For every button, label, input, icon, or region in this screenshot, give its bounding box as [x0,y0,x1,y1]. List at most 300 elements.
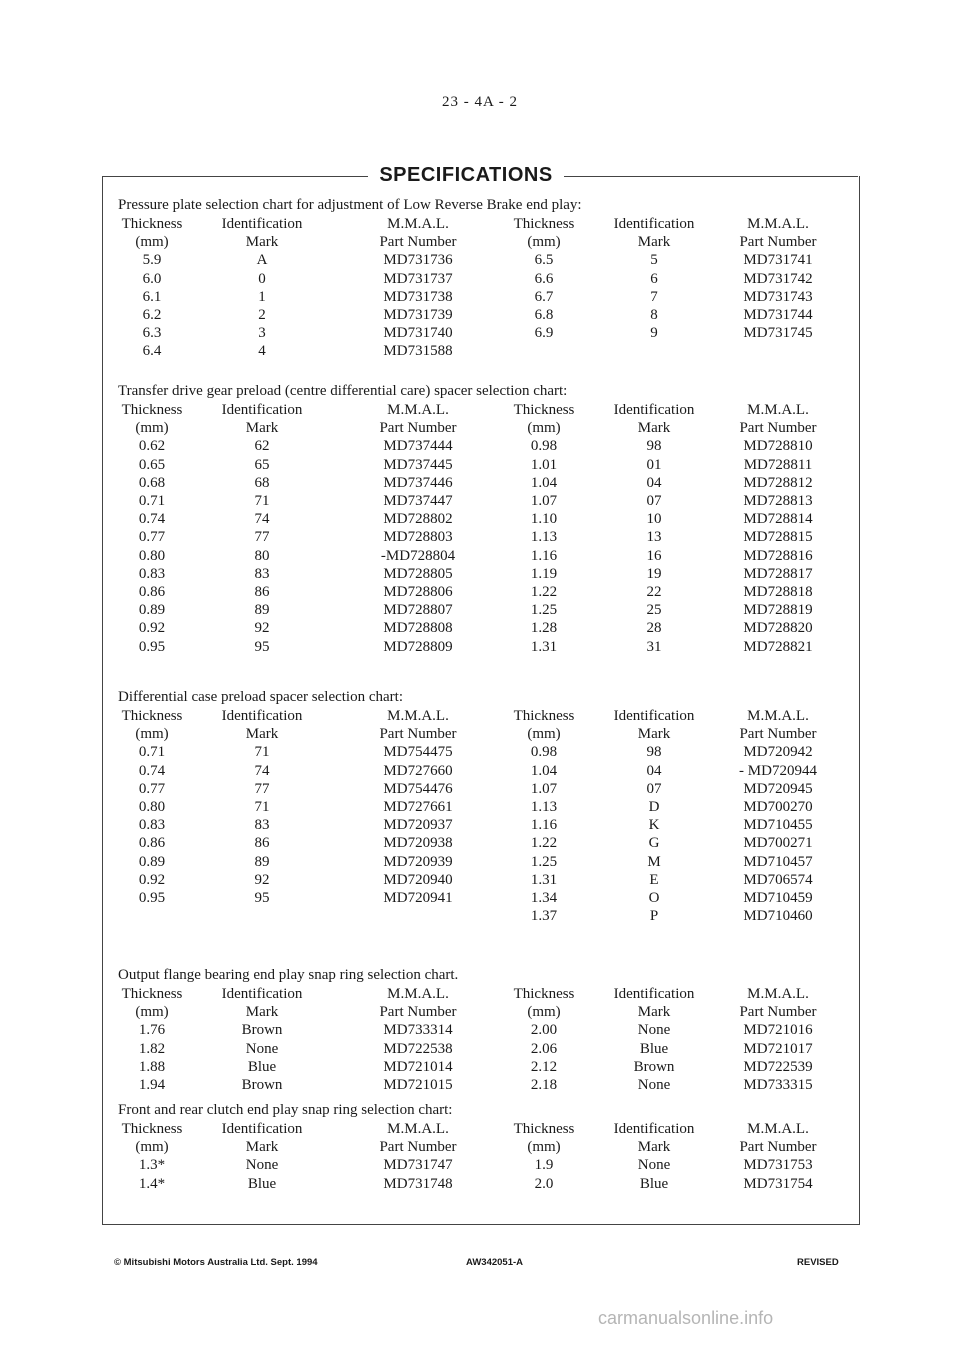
table-row [118,743,838,761]
table-cell: 65 [254,456,270,473]
table-header-cell: Thickness [513,986,575,1002]
table-cell: 6.3 [142,325,162,342]
table-cell: 0.86 [138,584,166,601]
table-cell: 0.86 [138,835,166,852]
table-cell: MD728817 [743,565,813,582]
table-cell: 6.4 [142,343,162,360]
table-cell: 1.88 [138,1058,166,1075]
table-row [118,565,838,583]
table-cell: MD731588 [383,343,453,360]
table-cell: 0.74 [138,511,166,528]
spec-section [118,382,838,656]
table-cell [590,342,718,360]
table-cell: 83 [254,565,270,582]
table-cell: 1 [258,288,266,305]
table-cell: MD720938 [383,835,453,852]
table-cell: MD737447 [383,493,453,510]
table-cell: 1.19 [530,565,558,582]
table-cell: MD737445 [383,456,453,473]
table-cell: None [245,1157,279,1174]
table-cell: 01 [646,456,662,473]
table-header-cell: Mark [245,234,279,251]
table-cell: MD721015 [383,1077,453,1094]
table-cell: Blue [247,1175,277,1192]
table-cell: 68 [254,474,270,491]
table-cell: 92 [254,620,270,637]
table-cell: 1.16 [530,547,558,564]
table-cell: 1.07 [530,780,558,797]
table-row [118,834,838,852]
table-header-cell: (mm) [527,726,561,743]
table-cell: 1.16 [530,817,558,834]
table-cell: MD731744 [743,307,813,324]
table-header-row [118,233,838,251]
page-number: 23 - 4A - 2 [442,94,518,110]
table-cell: 98 [646,744,662,761]
table-cell: 86 [254,584,270,601]
table-cell: MD706574 [743,871,813,888]
table-cell: MD720945 [743,780,813,797]
table-cell: MD731740 [383,325,453,342]
table-cell: MD728803 [383,529,453,546]
table-cell: 0.80 [138,799,166,816]
table-cell: MD754475 [383,744,453,761]
table-cell: 95 [254,638,270,655]
table-header-cell: Part Number [739,726,817,743]
table-row [118,798,838,816]
table-cell: 6.0 [142,270,162,287]
table-cell: 74 [254,762,270,779]
table-cell: 0.83 [138,817,166,834]
table-cell: 0.92 [138,620,166,637]
table-cell [498,342,590,360]
table-cell: 1.22 [530,584,558,601]
table-cell: 1.31 [530,871,558,888]
table-cell: 0.83 [138,565,166,582]
table-cell: -MD728804 [380,547,456,564]
table-header-cell: Identification [613,1121,695,1137]
table-header-cell: Part Number [739,1139,817,1156]
table-header-cell: Identification [221,216,303,232]
table-cell: 2.12 [530,1058,558,1075]
table-row [118,619,838,637]
table-header-cell: M.M.A.L. [747,986,809,1002]
table-cell: 71 [254,744,270,761]
table-cell: E [649,871,659,888]
table-header-row [118,1003,838,1021]
table-row [118,492,838,510]
table-cell: MD728806 [383,584,453,601]
table-cell: 1.4* [138,1175,166,1192]
table-header-cell: M.M.A.L. [387,986,449,1002]
table-header-cell: Mark [245,420,279,437]
table-row [118,528,838,546]
table-header-row [118,419,838,437]
footer-document-code: AW342051-A [466,1257,524,1268]
table-row [118,1021,838,1039]
table-header-row [118,707,838,725]
table-cell: 6.8 [534,307,554,324]
section-title: Pressure plate selection chart for adjustment of Low Reverse Brake end play: [118,197,582,213]
table-header-cell: M.M.A.L. [747,402,809,418]
table-cell: 1.31 [530,638,558,655]
spec-section [118,1101,838,1193]
table-cell: - MD720944 [739,762,817,779]
table-header-cell: Identification [221,986,303,1002]
table-cell: 0.89 [138,602,166,619]
table-cell: 2.06 [530,1040,558,1057]
table-cell: None [637,1077,671,1094]
table-cell: MD728814 [743,511,813,528]
table-cell: 0.80 [138,547,166,564]
table-cell: MD728818 [743,584,813,601]
table-cell: MD754476 [383,780,453,797]
table-header-cell: Thickness [121,1121,183,1137]
table-cell: MD728807 [383,602,453,619]
table-row [118,306,838,324]
table-cell: O [648,890,660,907]
selection-table [118,215,838,361]
table-cell: 5 [650,252,658,269]
table-header-cell: (mm) [527,1004,561,1021]
table-header-cell: Part Number [379,234,457,251]
selection-table [118,401,838,656]
footer-copyright: © Mitsubishi Motors Australia Ltd. Sept. 1994 [114,1257,318,1268]
table-cell: MD731753 [743,1157,813,1174]
table-cell: None [637,1022,671,1039]
table-row [118,762,838,780]
table-row [118,889,838,907]
table-cell: MD728809 [383,638,453,655]
selection-table [118,1120,838,1193]
table-cell: 71 [254,799,270,816]
table-row [118,510,838,528]
table-row [118,474,838,492]
table-cell: MD731745 [743,325,813,342]
table-header-row [118,985,838,1003]
table-cell: 74 [254,511,270,528]
table-cell: 71 [254,493,270,510]
table-cell: None [245,1040,279,1057]
table-cell: MD721017 [743,1040,813,1057]
table-cell: MD722538 [383,1040,453,1057]
table-cell: 0.68 [138,474,166,491]
table-header-row [118,215,838,233]
table-cell: Brown [241,1022,283,1039]
table-row [118,324,838,342]
table-cell: 6.5 [534,252,554,269]
table-cell: None [637,1157,671,1174]
table-cell: MD720939 [383,853,453,870]
table-cell: 07 [646,780,662,797]
table-cell: MD731742 [743,270,813,287]
table-header-cell: Thickness [121,216,183,232]
section-title: Differential case preload spacer selection chart: [118,689,403,705]
table-cell: MD728816 [743,547,813,564]
table-row [118,456,838,474]
table-cell: 6.9 [534,325,554,342]
table-header-row [118,401,838,419]
table-cell: K [648,817,660,834]
table-cell: D [648,799,660,816]
table-header-cell: (mm) [135,1004,169,1021]
table-cell: MD728808 [383,620,453,637]
table-cell: 04 [646,474,662,491]
table-cell: 28 [646,620,662,637]
table-cell: MD728821 [743,638,813,655]
table-cell: 6.2 [142,307,162,324]
table-cell: 3 [258,325,266,342]
table-cell: 6 [650,270,658,287]
table-cell: MD721016 [743,1022,813,1039]
table-cell: Blue [639,1175,669,1192]
table-cell: Brown [241,1077,283,1094]
table-header-cell: Mark [637,420,671,437]
table-cell: 6.7 [534,288,554,305]
table-cell: 31 [646,638,662,655]
table-cell: MD710459 [743,890,813,907]
table-cell: 1.3* [138,1157,166,1174]
table-header-cell: (mm) [527,1139,561,1156]
table-cell: 0.71 [138,744,166,761]
table-cell: 98 [646,438,662,455]
table-header-cell: Mark [245,1139,279,1156]
table-cell: MD731739 [383,307,453,324]
table-cell: 1.04 [530,474,558,491]
table-header-cell: Mark [245,726,279,743]
table-cell: 1.76 [138,1022,166,1039]
section-title: Output flange bearing end play snap ring selection chart. [118,967,459,983]
table-cell: 1.04 [530,762,558,779]
table-cell: MD728819 [743,602,813,619]
table-header-cell: (mm) [135,1139,169,1156]
table-cell: 77 [254,780,270,797]
table-cell: 22 [646,584,662,601]
table-cell: MD733314 [383,1022,453,1039]
table-cell: 0 [258,270,266,287]
table-cell: 0.62 [138,438,166,455]
table-cell: MD700270 [743,799,813,816]
table-cell: 0.77 [138,529,166,546]
table-cell: P [649,908,659,925]
spec-section [118,966,838,1094]
table-cell: MD720937 [383,817,453,834]
table-cell: MD728815 [743,529,813,546]
table-cell: M [647,853,661,870]
table-header-cell: Part Number [739,420,817,437]
watermark: carmanualsonline.info [598,1308,774,1328]
table-header-cell: M.M.A.L. [747,1121,809,1137]
table-header-cell: Mark [637,234,671,251]
table-cell: 0.77 [138,780,166,797]
table-cell: 0.98 [530,438,558,455]
table-row [118,853,838,871]
table-header-row [118,725,838,743]
table-cell: 1.34 [530,890,558,907]
table-header-cell: Mark [637,726,671,743]
section-title: Front and rear clutch end play snap ring selection chart: [118,1102,453,1118]
table-cell: 1.10 [530,511,558,528]
table-cell: 9 [650,325,658,342]
table-cell: 7 [650,288,658,305]
table-cell: MD737444 [383,438,453,455]
specifications-heading: SPECIFICATIONS [379,164,553,186]
table-cell: MD731741 [743,252,813,269]
table-header-cell: Identification [221,402,303,418]
table-cell: MD728802 [383,511,453,528]
table-cell: MD728805 [383,565,453,582]
table-cell: 6.1 [142,288,162,305]
table-cell: MD728812 [743,474,813,491]
table-cell: 25 [646,602,662,619]
table-header-cell: Thickness [513,216,575,232]
spec-section [118,688,838,925]
table-cell: MD728820 [743,620,813,637]
table-header-cell: Mark [245,1004,279,1021]
table-row [118,1156,838,1174]
table-cell: 80 [254,547,270,564]
table-cell: 0.95 [138,638,166,655]
table-header-cell: Part Number [379,1139,457,1156]
table-cell: 5.9 [142,252,162,269]
table-cell: 0.89 [138,853,166,870]
table-cell: 6.6 [534,270,554,287]
table-cell: 0.92 [138,871,166,888]
table-row [118,780,838,798]
table-cell: 1.82 [138,1040,166,1057]
table-header-cell: M.M.A.L. [387,708,449,724]
selection-table [118,985,838,1094]
table-cell: MD720941 [383,890,453,907]
table-header-cell: Thickness [121,986,183,1002]
section-title: Transfer drive gear preload (centre differential care) spacer selection chart: [118,383,568,399]
table-row [118,1058,838,1076]
table-cell: MD728810 [743,438,813,455]
table-cell: 92 [254,871,270,888]
table-row [118,342,838,360]
table-cell: MD727661 [383,799,453,816]
table-row [118,816,838,834]
table-header-cell: Thickness [513,402,575,418]
spec-section [118,196,838,361]
table-cell: MD731738 [383,288,453,305]
table-header-cell: Part Number [379,726,457,743]
table-cell: MD721014 [383,1058,453,1075]
table-row [118,437,838,455]
table-cell: MD728811 [743,456,813,473]
table-row [118,1076,838,1094]
table-cell: 86 [254,835,270,852]
table-cell: 1.25 [530,602,558,619]
table-cell: 1.25 [530,853,558,870]
table-cell: MD710457 [743,853,813,870]
table-cell: A [256,252,268,269]
table-header-row [118,1138,838,1156]
frame-top-rule-left [102,176,368,177]
table-cell: MD737446 [383,474,453,491]
table-cell: MD710460 [743,908,813,925]
table-cell: MD720942 [743,744,813,761]
table-row [118,1040,838,1058]
table-header-cell: (mm) [135,420,169,437]
table-cell: 13 [646,529,662,546]
table-header-cell: Identification [613,402,695,418]
table-cell: 2.18 [530,1077,558,1094]
table-cell: MD710455 [743,817,813,834]
frame-top-rule-right [564,176,858,177]
table-row [118,907,838,925]
table-cell: MD728813 [743,493,813,510]
table-header-cell: Part Number [739,234,817,251]
table-header-cell: Mark [637,1004,671,1021]
table-cell [338,907,498,925]
table-header-cell: Mark [637,1139,671,1156]
table-row [118,601,838,619]
table-cell: MD720940 [383,871,453,888]
table-cell: 2.0 [534,1175,554,1192]
table-header-cell: Thickness [513,1121,575,1137]
table-header-cell: Thickness [513,708,575,724]
table-cell: 89 [254,602,270,619]
table-header-cell: M.M.A.L. [387,402,449,418]
table-header-cell: (mm) [135,726,169,743]
table-header-cell: Part Number [379,420,457,437]
table-header-cell: M.M.A.L. [387,216,449,232]
table-cell: 2 [258,307,266,324]
table-cell: 04 [646,762,662,779]
table-row [118,638,838,656]
table-cell: 0.65 [138,456,166,473]
table-cell: 89 [254,853,270,870]
table-cell: 10 [646,511,662,528]
table-header-cell: Thickness [121,402,183,418]
table-row [118,251,838,269]
table-cell: MD731754 [743,1175,813,1192]
table-header-cell: Identification [613,986,695,1002]
table-header-cell: Identification [221,708,303,724]
table-cell: 0.74 [138,762,166,779]
table-cell: 1.13 [530,529,558,546]
table-header-cell: Identification [613,216,695,232]
table-header-cell: M.M.A.L. [747,708,809,724]
table-cell: 4 [258,343,266,360]
table-cell [118,907,186,925]
table-header-cell: M.M.A.L. [387,1121,449,1137]
table-cell: MD722539 [743,1058,813,1075]
selection-table [118,707,838,925]
table-cell: 1.01 [530,456,558,473]
table-row [118,583,838,601]
table-header-cell: (mm) [527,420,561,437]
table-cell: 1.37 [530,908,558,925]
table-cell: MD731748 [383,1175,453,1192]
table-cell: MD700271 [743,835,813,852]
table-row [118,871,838,889]
table-header-cell: Identification [221,1121,303,1137]
table-cell: MD731743 [743,288,813,305]
table-cell: 1.28 [530,620,558,637]
table-cell: 83 [254,817,270,834]
table-cell: MD731737 [383,270,453,287]
table-cell: 1.13 [530,799,558,816]
table-cell: MD731736 [383,252,453,269]
table-cell: Brown [633,1058,675,1075]
table-cell [186,907,338,925]
footer-status: REVISED [797,1257,839,1268]
table-cell: 1.9 [534,1157,554,1174]
table-row [118,270,838,288]
table-cell: 16 [646,547,662,564]
